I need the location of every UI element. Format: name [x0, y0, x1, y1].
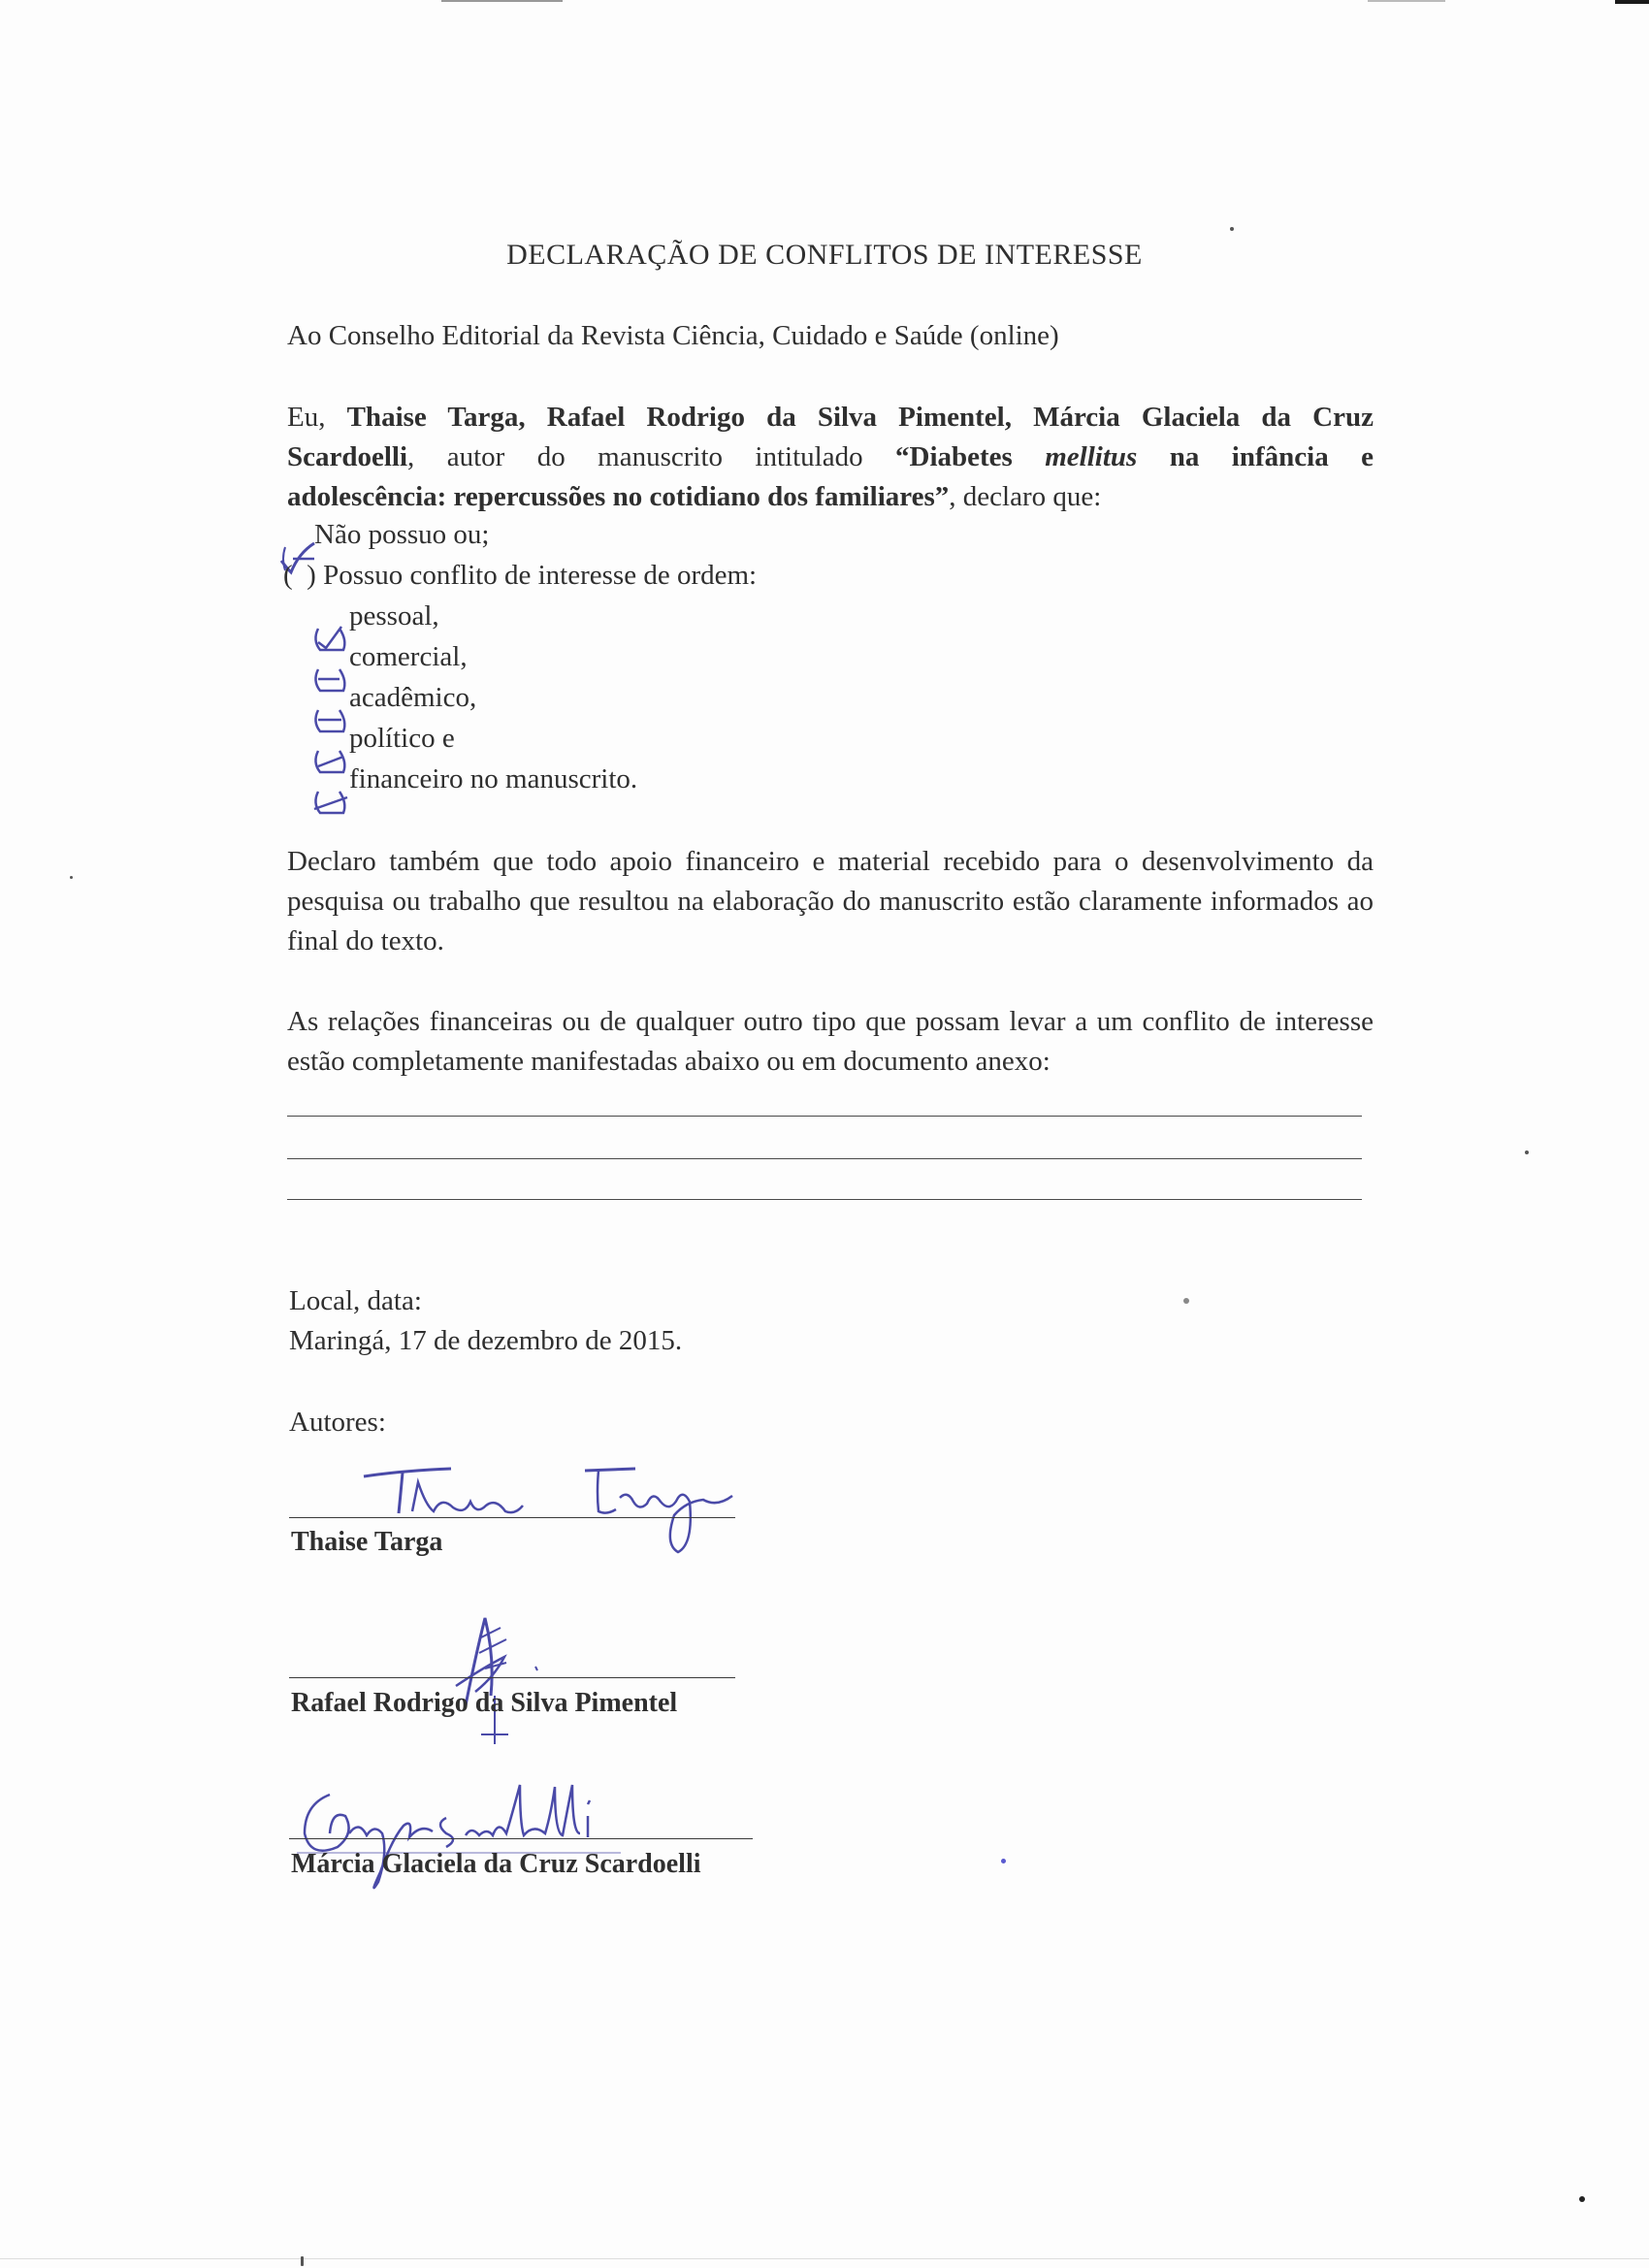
intro-paragraph — [287, 398, 1374, 517]
paren-close: ) — [307, 560, 316, 591]
sub-item-label: pessoal, — [349, 600, 439, 632]
sub-item-label: político e — [349, 723, 455, 754]
intro-title-open: “Diabetes — [895, 441, 1013, 472]
option-possuo-label: Possuo conflito de interesse de ordem: — [323, 560, 758, 591]
addressee: Ao Conselho Editorial da Revista Ciência, Cuidado e Saúde (online) — [287, 320, 1059, 351]
intro-author-last: Scardoelli — [287, 441, 408, 472]
signer-name: Thaise Targa — [291, 1527, 443, 1557]
sub-item-label: financeiro no manuscrito. — [349, 763, 638, 794]
signature-line — [289, 1838, 753, 1839]
signer-name: Márcia Glaciela da Cruz Scardoelli — [291, 1849, 701, 1879]
scan-speck — [1001, 1859, 1006, 1863]
support-paragraph: Declaro também que todo apoio financeiro e material recebido para o desenvolvimento da pesquisa ou trabalho que resultou na elaboração do manuscrito estão claramente informados ao final do texto. — [287, 846, 1374, 956]
signature-line — [289, 1517, 735, 1518]
intro-title-rest: adolescência: repercussões no cotidiano dos familiares” — [287, 481, 950, 512]
blank-line — [287, 1116, 1362, 1117]
scan-speck — [70, 876, 73, 879]
signature-marcia-scardoelli — [291, 1766, 640, 1901]
intro-authors: Thaise Targa, Rafael Rodrigo da Silva Pimentel, Márcia Glaciela da Cruz — [346, 402, 1374, 433]
intro-title-italic: mellitus — [1045, 441, 1138, 472]
blank-line — [287, 1199, 1362, 1200]
scan-edge-mark — [441, 0, 563, 2]
relations-paragraph: As relações financeiras ou de qualquer outro tipo que possam levar a um conflito de interesse estão completamente manifestadas abaixo ou em documento anexo: — [287, 1006, 1374, 1077]
option-nao-possuo-label: Não possuo ou; — [314, 519, 490, 550]
scan-speck — [1579, 2196, 1585, 2202]
local-label: Local, data: — [289, 1285, 422, 1316]
sub-item-label: comercial, — [349, 641, 468, 672]
option-nao-possuo — [281, 519, 489, 551]
intro-line-2: Scardoelli, autor do manuscrito intitulado “Diabetes mellitus na infância e — [287, 441, 1374, 472]
scan-speck — [1183, 1298, 1189, 1304]
scan-speck — [301, 2256, 304, 2266]
sub-item-comercial — [316, 641, 468, 673]
intro-line-3 — [287, 477, 1374, 517]
checkmark-icon — [310, 784, 349, 821]
intro-title-part: na infância e — [1169, 441, 1374, 472]
paren-open: ( — [283, 560, 293, 591]
local-value: Maringá, 17 de dezembro de 2015. — [289, 1325, 683, 1356]
blank-line — [287, 1158, 1362, 1159]
intro-declaro: , declaro que: — [949, 481, 1102, 512]
scan-edge-mark — [1368, 0, 1445, 2]
authors-label: Autores: — [289, 1407, 386, 1438]
intro-line-1 — [287, 398, 1374, 437]
sub-item-academico — [316, 682, 476, 714]
sub-item-financeiro — [316, 763, 637, 795]
scan-speck — [1230, 227, 1234, 231]
sub-item-pessoal — [316, 600, 439, 632]
signer-name: Rafael Rodrigo da Silva Pimentel — [291, 1688, 678, 1718]
document-title: DECLARAÇÃO DE CONFLITOS DE INTERESSE — [506, 239, 1143, 271]
scan-edge-mark — [1615, 0, 1649, 4]
signature-rafael-pimentel — [427, 1599, 563, 1744]
scan-speck — [1525, 1150, 1529, 1154]
option-possuo — [283, 560, 757, 592]
scan-edge-mark — [0, 2258, 1649, 2259]
sub-item-politico — [316, 723, 455, 755]
signature-line — [289, 1677, 735, 1678]
intro-eu: Eu, — [287, 402, 326, 433]
sub-item-label: acadêmico, — [349, 682, 477, 713]
